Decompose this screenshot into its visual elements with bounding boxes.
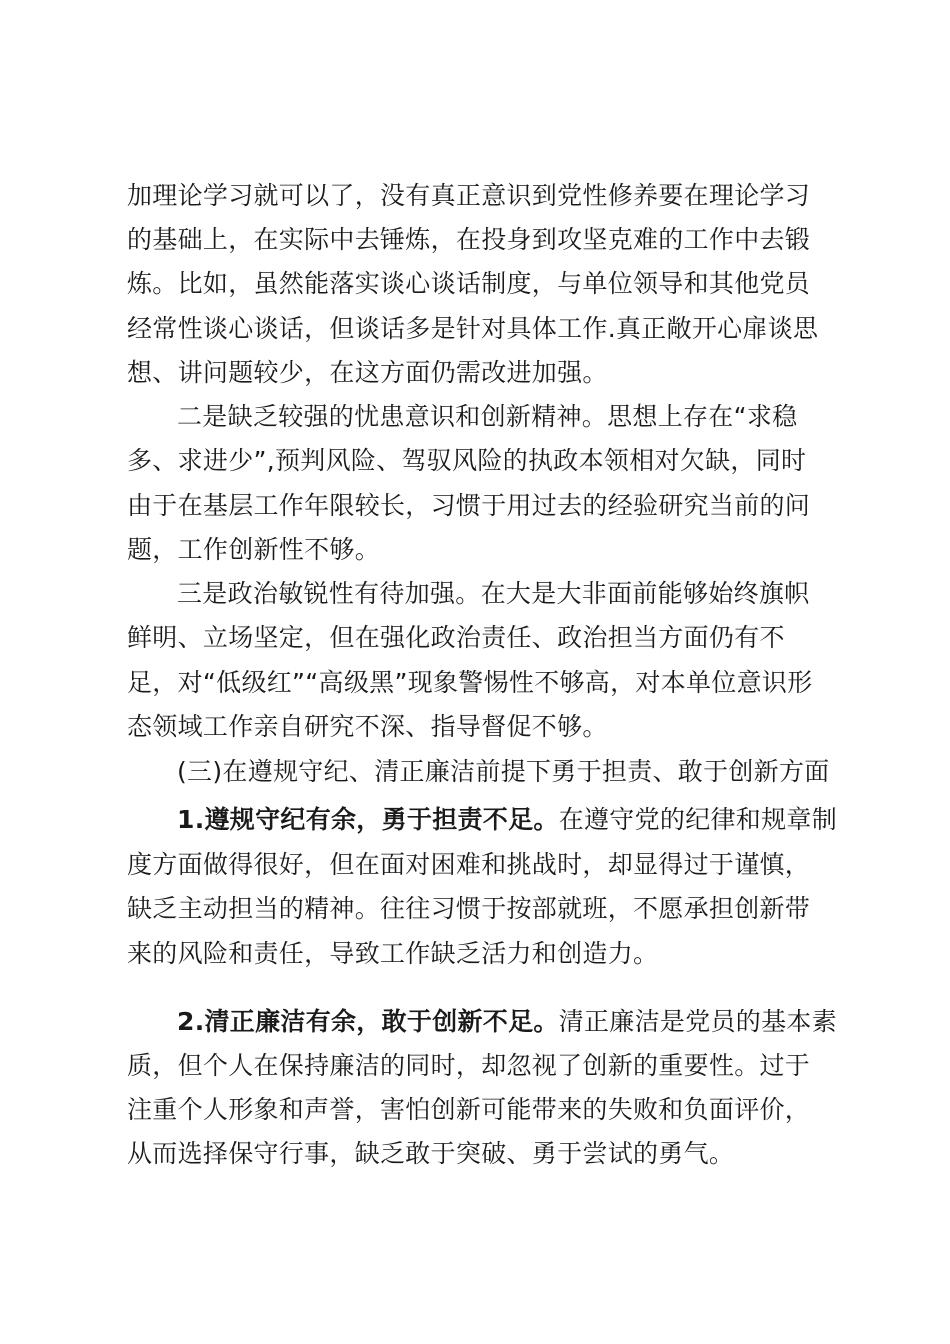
paragraph-1-first-line: [177, 800, 897, 840]
text-line: 由于在基层工作年限较长，习惯于用过去的经验研究当前的问: [127, 491, 811, 520]
text-line: 三是政治敏锐性有待加强。在大是大非面前能够始终旗帜: [177, 579, 810, 608]
paragraph-1-text: 在遵守党的纪律和规章制: [558, 805, 838, 834]
text-line: 来的风险和责任，导致工作缺乏活力和创造力。: [127, 939, 659, 968]
section-heading: (三)在遵规守纪、清正廉洁前提下勇于担责、敢于创新方面: [177, 757, 830, 786]
paragraph-2-heading: 2.清正廉洁有余，敢于创新不足。: [177, 1007, 559, 1036]
text-line: 鲜明、立场坚定，但在强化政治责任、政治担当方面仍有不: [127, 623, 785, 652]
text-line: 二是缺乏较强的忧患意识和创新精神。思想上存在“求稳: [177, 402, 798, 431]
text-line: 态领域工作亲自研究不深、指导督促不够。: [127, 712, 608, 741]
text-line: 从而选择保守行事，缺乏敢于突破、勇于尝试的勇气。: [127, 1139, 735, 1168]
paragraph-2-text: 清正廉洁是党员的基本素: [558, 1007, 838, 1036]
text-line: 质，但个人在保持廉洁的同时，却忽视了创新的重要性。过于: [127, 1051, 811, 1080]
text-line: 缺乏主动担当的精神。往往习惯于按部就班，不愿承担创新带: [127, 894, 811, 923]
text-line: 题，工作创新性不够。: [127, 535, 381, 564]
text-line: 经常性谈心谈话，但谈话多是针对具体工作.真正敞开心扉谈思: [127, 314, 819, 343]
text-line: 度方面做得很好，但在面对困难和挑战时，却显得过于谨慎，: [127, 850, 811, 879]
paragraph-1-heading: 1.遵规守纪有余，勇于担责不足。: [177, 805, 559, 834]
text-line: 多、求进少”,预判风险、驾驭风险的执政本领相对欠缺，同时: [127, 446, 807, 475]
text-line: 的基础上，在实际中去锤炼，在投身到攻坚克难的工作中去锻: [127, 225, 811, 254]
paragraph-2-first-line: [177, 1002, 897, 1042]
text-line: 加理论学习就可以了，没有真正意识到党性修养要在理论学习: [127, 181, 811, 210]
text-line: 想、讲问题较少，在这方面仍需改进加强。: [127, 358, 608, 387]
text-line: 注重个人形象和声誉，害怕创新可能带来的失败和负面评价，: [127, 1095, 811, 1124]
text-line: 足，对“低级红”“高级黑”现象警惕性不够高，对本单位意识形: [127, 668, 813, 697]
text-line: 炼。比如，虽然能落实谈心谈话制度，与单位领导和其他党员: [127, 269, 811, 298]
